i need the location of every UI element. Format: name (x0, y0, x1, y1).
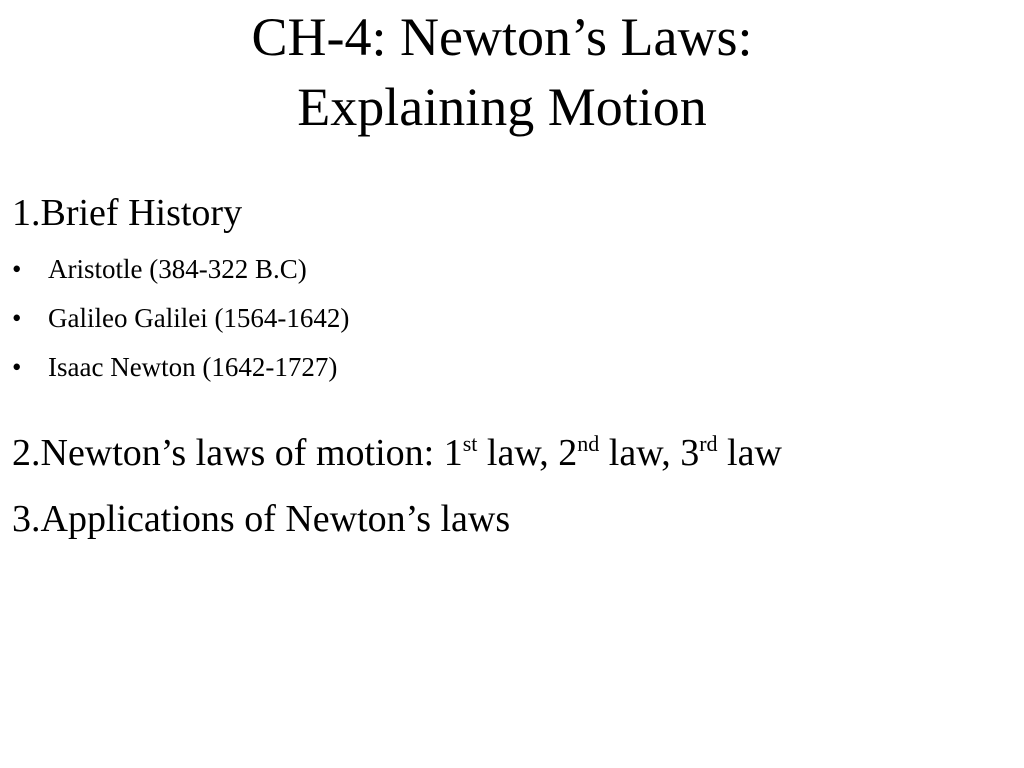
section-brief-history: 1.Brief History (12, 192, 243, 234)
bullet-icon: • (12, 352, 22, 382)
ordinal-st: st (462, 431, 478, 456)
section2-prefix: 2.Newton’s laws of motion: 1 (12, 432, 463, 474)
section-applications: 3.Applications of Newton’s laws (12, 498, 511, 540)
bullet-text: Galileo Galilei (1564-1642) (48, 303, 350, 333)
slide-title (0, 2, 1004, 142)
section2-suffix: law (717, 432, 782, 474)
ordinal-nd: nd (577, 431, 600, 456)
ordinal-rd: rd (699, 431, 718, 456)
history-bullet-list (12, 245, 1012, 392)
title-line-1: CH-4: Newton’s Laws: (251, 7, 753, 67)
bullet-text: Isaac Newton (1642-1727) (48, 352, 338, 382)
title-line-2: Explaining Motion (297, 77, 707, 137)
section2-mid1: law, 2 (477, 432, 578, 474)
slide-body (12, 188, 1012, 544)
bullet-newton (12, 343, 1012, 392)
bullet-aristotle (12, 245, 1012, 294)
bullet-text: Aristotle (384-322 B.C) (48, 254, 307, 284)
bullet-icon: • (12, 303, 22, 333)
bullet-galileo (12, 294, 1012, 343)
bullet-icon: • (12, 254, 22, 284)
section-newtons-laws (12, 428, 1012, 478)
section2-mid2: law, 3 (599, 432, 700, 474)
